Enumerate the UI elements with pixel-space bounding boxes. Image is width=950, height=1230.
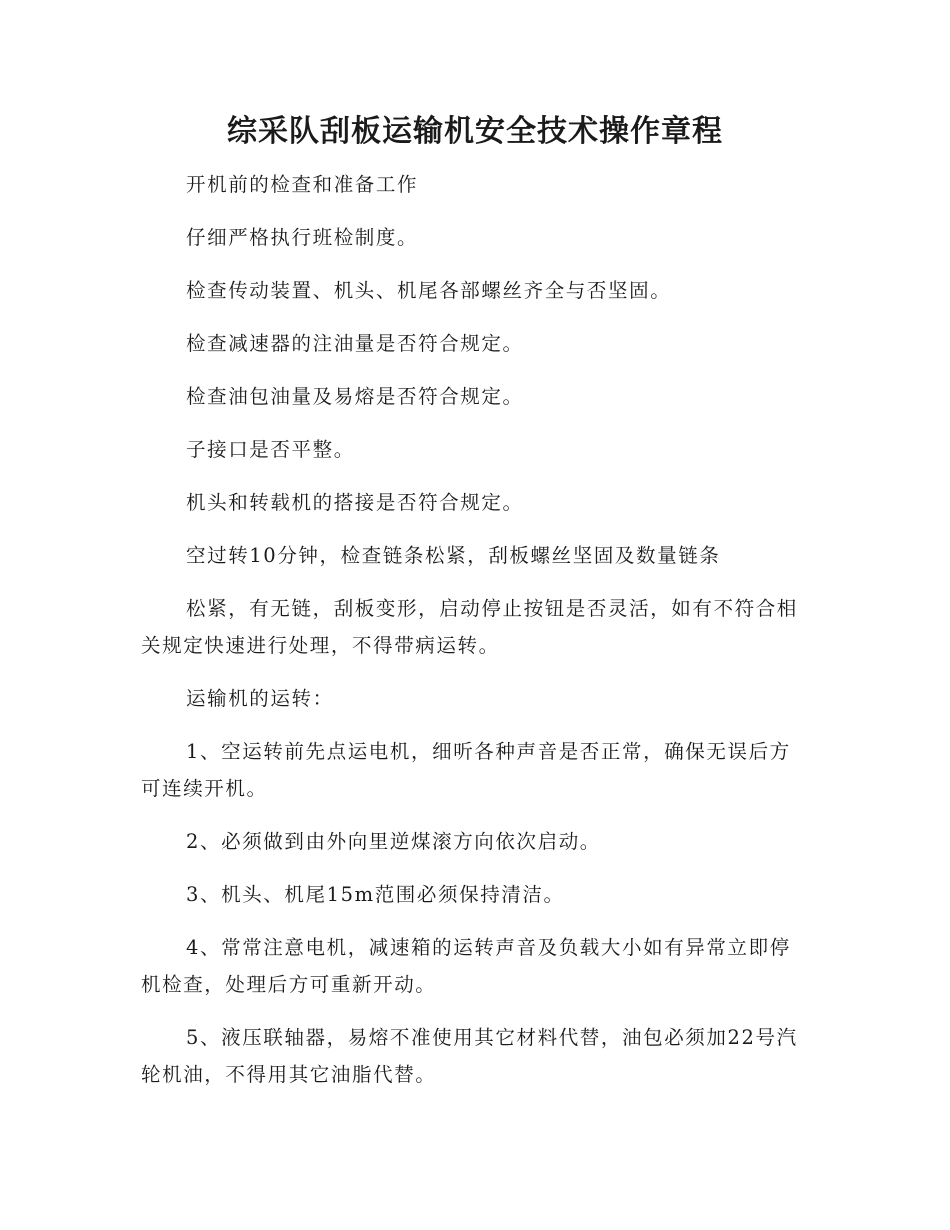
paragraph: 仔细严格执行班检制度。 <box>186 226 419 249</box>
paragraph: 开机前的检查和准备工作 <box>186 173 419 196</box>
paragraph: 1、空运转前先点运电机，细听各种声音是否正常，确保无误后方可连续开机。 <box>141 740 791 800</box>
section-heading: 运输机的运转： <box>186 687 334 710</box>
paragraph: 机头和转载机的搭接是否符合规定。 <box>186 491 524 514</box>
paragraph: 3、机头、机尾15m范围必须保持清洁。 <box>186 883 565 906</box>
paragraph: 松紧，有无链，刮板变形，启动停止按钮是否灵活，如有不符合相关规定快速进行处理，不得带病运转。 <box>141 597 798 657</box>
paragraph: 空过转10分钟，检查链条松紧，刮板螺丝坚固及数量链条 <box>186 544 721 567</box>
paragraph: 检查传动装置、机头、机尾各部螺丝齐全与否坚固。 <box>186 279 672 302</box>
document-body <box>141 166 811 1109</box>
paragraph: 检查减速器的注油量是否符合规定。 <box>186 332 524 355</box>
paragraph: 子接口是否平整。 <box>186 438 355 461</box>
document-title: 综采队刮板运输机安全技术操作章程 <box>227 114 723 149</box>
paragraph: 2、必须做到由外向里逆煤滚方向依次启动。 <box>186 830 601 853</box>
paragraph: 检查油包油量及易熔是否符合规定。 <box>186 385 524 408</box>
paragraph: 4、常常注意电机，减速箱的运转声音及负载大小如有异常立即停机检查，处理后方可重新开动。 <box>141 936 791 996</box>
paragraph: 5、液压联轴器，易熔不准使用其它材料代替，油包必须加22号汽轮机油，不得用其它油脂代替。 <box>141 1026 798 1086</box>
